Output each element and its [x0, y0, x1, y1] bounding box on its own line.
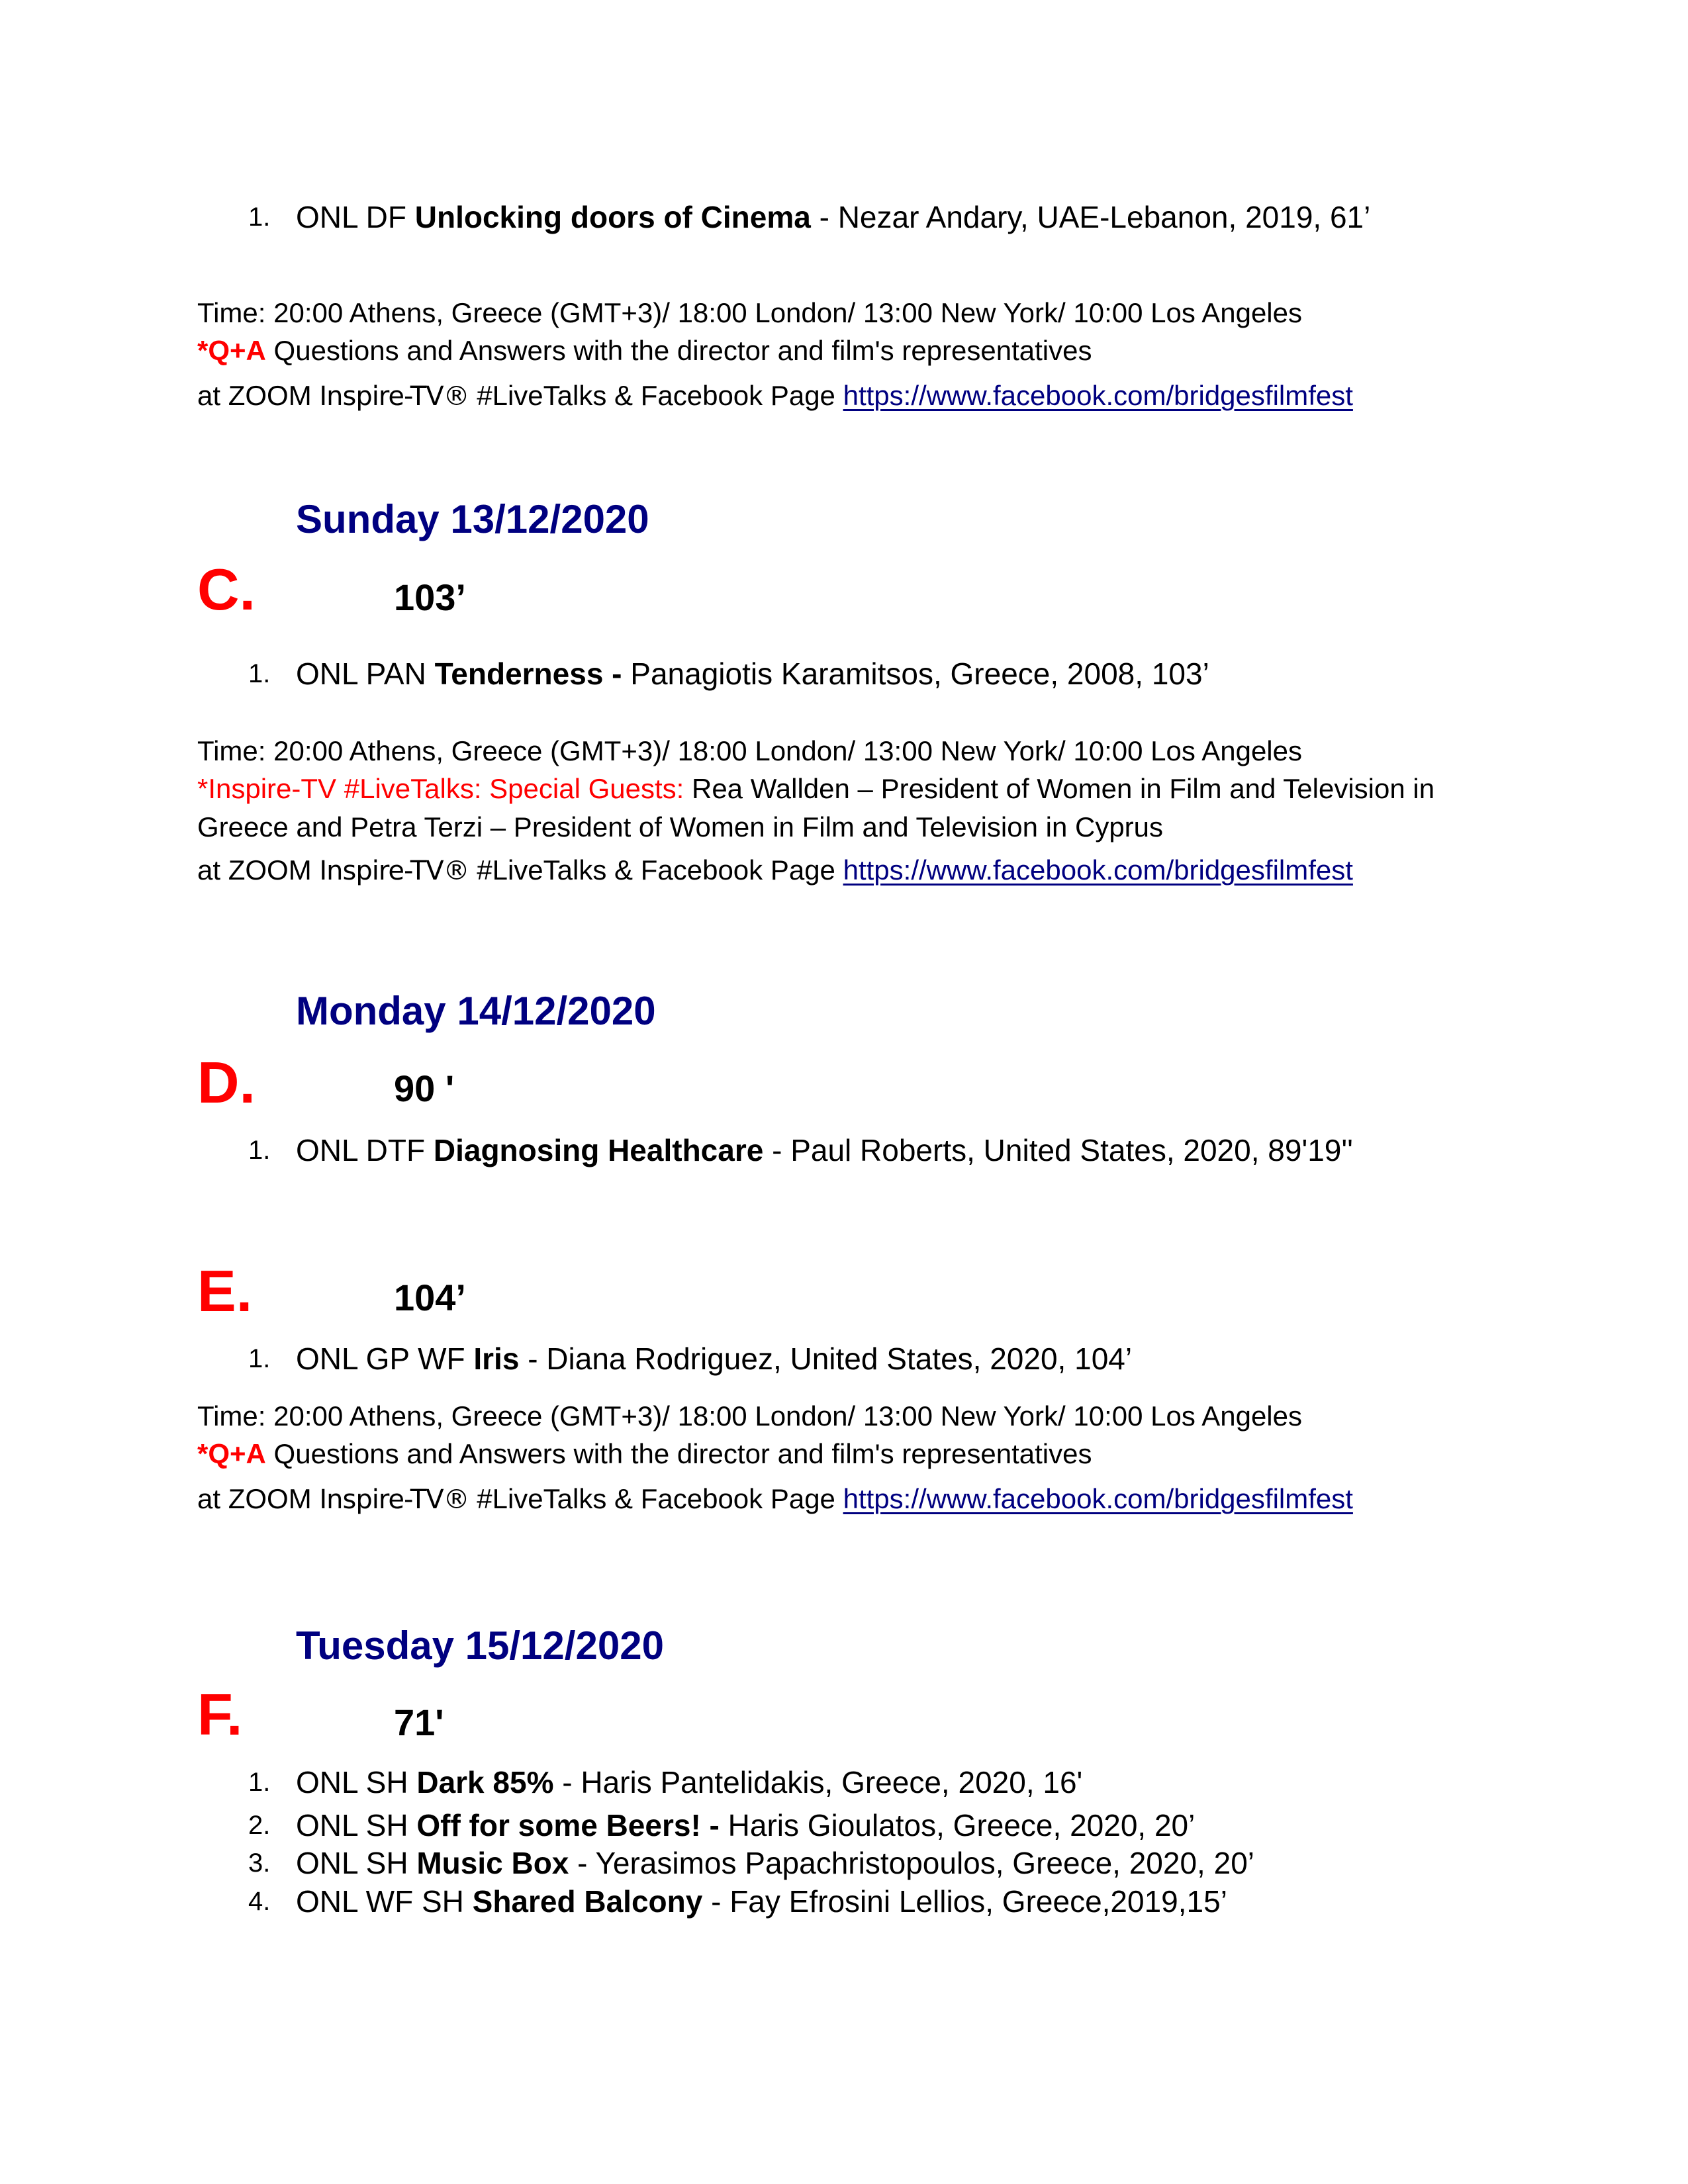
- day-heading-tuesday: Tuesday 15/12/2020: [296, 1623, 664, 1668]
- section-duration-d: 90 ': [394, 1068, 455, 1109]
- film-title: Unlocking doors of Cinema: [414, 200, 811, 234]
- list-number: 1.: [248, 659, 271, 688]
- qa-label: *Q+A: [197, 335, 266, 366]
- qa-text: Questions and Answers with the director and film's representatives: [265, 1438, 1092, 1469]
- film-details: Panagiotis Karamitsos, Greece, 2008, 103’: [622, 657, 1209, 691]
- film-details: - Paul Roberts, United States, 2020, 89'19'': [763, 1133, 1353, 1167]
- qa-text: Questions and Answers with the director and film's representatives: [265, 335, 1092, 366]
- zoom-mid: #LiveTalks & Facebook Page: [469, 1483, 843, 1514]
- list-number: 3.: [248, 1848, 271, 1878]
- zoom-prefix: at ZOOM: [197, 1483, 320, 1514]
- film-title: Tenderness -: [434, 657, 622, 691]
- qa-label: *Q+A: [197, 1438, 266, 1469]
- film-prefix: ONL PAN: [296, 657, 435, 691]
- time-line: Time: 20:00 Athens, Greece (GMT+3)/ 18:00 London/ 13:00 New York/ 10:00 Los Angeles: [197, 735, 1302, 766]
- section-letter-d: D.: [197, 1050, 256, 1115]
- film-prefix: ONL SH: [296, 1846, 417, 1880]
- film-entry: [296, 1132, 1353, 1169]
- film-entry: [296, 1844, 1254, 1882]
- film-entry: [296, 1764, 1082, 1801]
- film-entry: [296, 1340, 1132, 1377]
- film-prefix: ONL SH: [296, 1765, 417, 1799]
- facebook-link[interactable]: https://www.facebook.com/bridgesfilmfest: [843, 1483, 1353, 1514]
- section-duration-c: 103’: [394, 576, 466, 618]
- inspire-tv-brand: Inspire-TV®: [319, 381, 469, 412]
- qa-line: [197, 1437, 1092, 1471]
- zoom-line: [197, 854, 1353, 887]
- film-prefix: ONL DTF: [296, 1133, 434, 1167]
- film-details: - Nezar Andary, UAE-Lebanon, 2019, 61’: [810, 200, 1371, 234]
- film-title: Dark 85%: [416, 1765, 554, 1799]
- film-details: - Haris Pantelidakis, Greece, 2020, 16': [553, 1765, 1083, 1799]
- film-prefix: ONL SH: [296, 1808, 417, 1843]
- qa-line: [197, 334, 1092, 367]
- facebook-link[interactable]: https://www.facebook.com/bridgesfilmfest: [843, 380, 1353, 411]
- zoom-prefix: at ZOOM: [197, 854, 320, 886]
- section-letter-e: E.: [197, 1258, 253, 1324]
- list-number: 4.: [248, 1887, 271, 1916]
- section-letter-c: C.: [197, 557, 256, 622]
- film-title: Diagnosing Healthcare: [433, 1133, 764, 1167]
- film-title: Iris: [473, 1342, 520, 1376]
- list-number: 1.: [248, 1344, 271, 1373]
- film-details: - Fay Efrosini Lellios, Greece,2019,15’: [702, 1884, 1227, 1919]
- day-heading-monday: Monday 14/12/2020: [296, 989, 656, 1033]
- list-number: 1.: [248, 1136, 271, 1165]
- film-prefix: ONL GP WF: [296, 1342, 474, 1376]
- zoom-line: [197, 1482, 1353, 1516]
- section-duration-f: 71': [394, 1702, 444, 1743]
- film-details: - Yerasimos Papachristopoulos, Greece, 2020, 20’: [569, 1846, 1254, 1880]
- film-title: Shared Balcony: [472, 1884, 703, 1919]
- list-number: 1.: [248, 203, 271, 232]
- film-entry: [296, 1883, 1227, 1920]
- zoom-mid: #LiveTalks & Facebook Page: [469, 854, 843, 886]
- time-line: Time: 20:00 Athens, Greece (GMT+3)/ 18:00 London/ 13:00 New York/ 10:00 Los Angeles: [197, 297, 1302, 328]
- list-number: 2.: [248, 1811, 271, 1840]
- film-title: Off for some Beers! -: [416, 1808, 720, 1843]
- film-entry: [296, 655, 1209, 692]
- film-entry: [296, 1807, 1195, 1844]
- film-details: Haris Gioulatos, Greece, 2020, 20’: [719, 1808, 1196, 1843]
- special-guests-label: *Inspire-TV #LiveTalks: Special Guests:: [197, 773, 684, 804]
- list-number: 1.: [248, 1768, 271, 1797]
- inspire-tv-brand: Inspire-TV®: [319, 856, 469, 886]
- special-guests-line-2: Greece and Petra Terzi – President of Women in Film and Television in Cyprus: [197, 811, 1164, 842]
- day-heading-sunday: Sunday 13/12/2020: [296, 497, 649, 541]
- time-line: Time: 20:00 Athens, Greece (GMT+3)/ 18:00 London/ 13:00 New York/ 10:00 Los Angeles: [197, 1400, 1302, 1432]
- film-prefix: ONL WF SH: [296, 1884, 473, 1919]
- inspire-tv-brand: Inspire-TV®: [319, 1484, 469, 1515]
- film-details: - Diana Rodriguez, United States, 2020, 104’: [519, 1342, 1133, 1376]
- zoom-line: [197, 379, 1353, 413]
- section-letter-f: F.: [197, 1682, 243, 1747]
- section-duration-e: 104’: [394, 1277, 466, 1318]
- film-entry: [296, 199, 1370, 236]
- film-title: Music Box: [416, 1846, 569, 1880]
- film-prefix: ONL DF: [296, 200, 415, 234]
- special-guests-text: Rea Wallden – President of Women in Film and Television in: [684, 773, 1435, 804]
- zoom-mid: #LiveTalks & Facebook Page: [469, 380, 843, 411]
- zoom-prefix: at ZOOM: [197, 380, 320, 411]
- facebook-link[interactable]: https://www.facebook.com/bridgesfilmfest: [843, 854, 1353, 886]
- special-guests-line: [197, 772, 1434, 805]
